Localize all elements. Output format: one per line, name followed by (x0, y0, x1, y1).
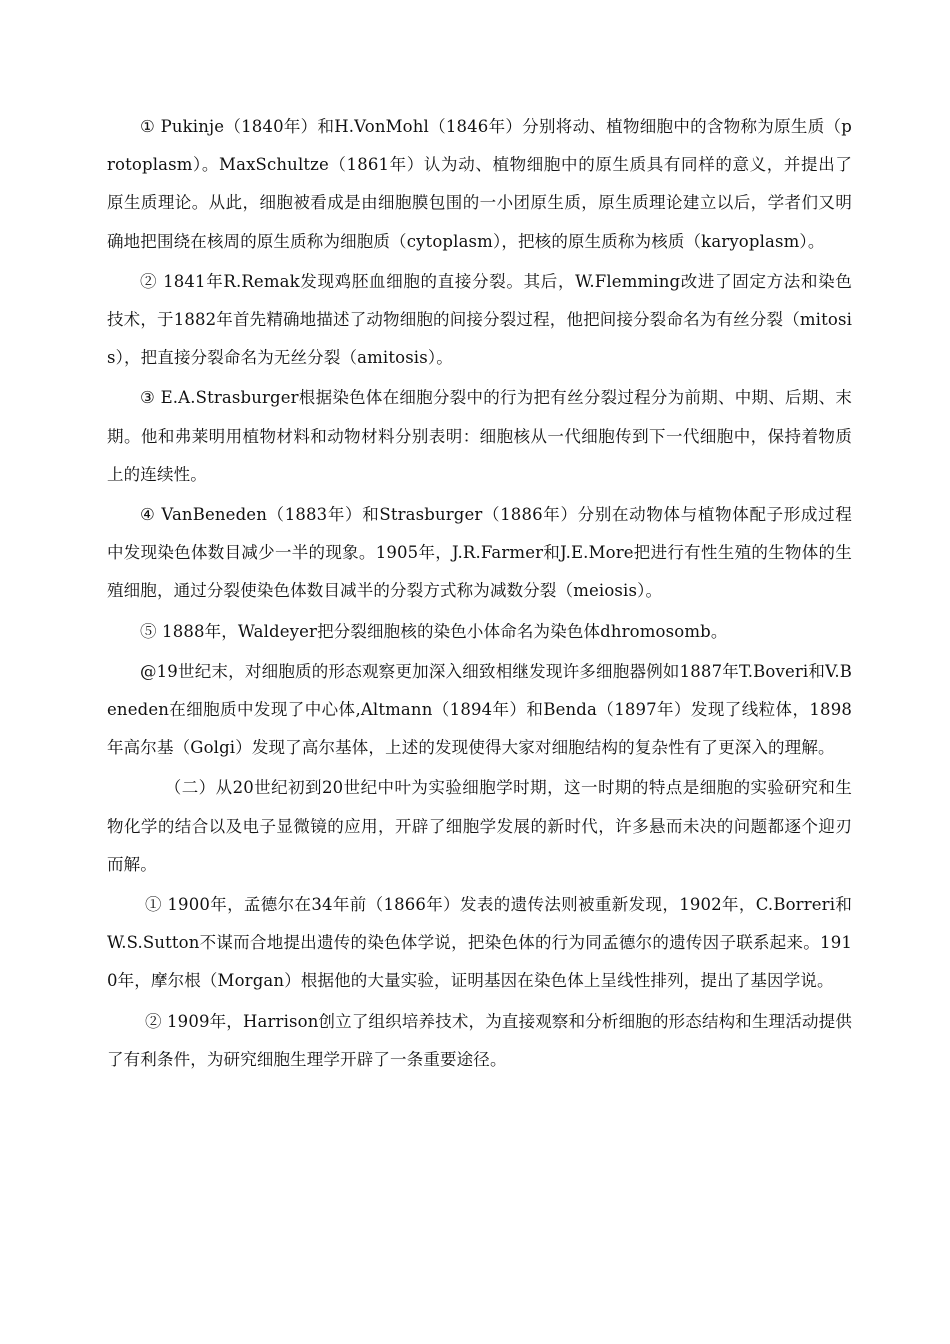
paragraph-protoplasm-theory: ① Pukinje（1840年）和H.VonMohl（1846年）分别将动、植物细胞中的含物称为原生质（protoplasm）。MaxSchultze（1861年）认为动、植物细胞中的原生质具有同样的意义，并提出了原生质理论。从此，细胞被看成是由细胞膜包围的一小团原生质，原生质理论建立以后，学者们又明确地把围绕在核周的原生质称为细胞质（cytoplasm），把核的原生质称为核质（karyoplasm）。 (107, 117, 852, 251)
paragraph-tissue-culture: ② 1909年，Harrison创立了组织培养技术，为直接观察和分析细胞的形态结构和生理活动提供了有利条件，为研究细胞生理学开辟了一条重要途径。 (107, 1011, 852, 1069)
document-body (107, 108, 852, 1081)
paragraph-experimental-cytology: （二）从20世纪初到20世纪中叶为实验细胞学时期，这一时期的特点是细胞的实验研究和生物化学的结合以及电子显微镜的应用，开辟了细胞学发展的新时代，许多悬而未决的问题都逐个迎刃而解。 (107, 778, 852, 874)
paragraph-meiosis: ④ VanBeneden（1883年）和Strasburger（1886年）分别在动物体与植物体配子形成过程中发现染色体数目减少一半的现象。1905年，J.R.Farmer和J.E.More把进行有性生殖的生物体的生殖细胞，通过分裂使染色体数目减半的分裂方式称为减数分裂（meiosis）。 (107, 505, 852, 601)
paragraph-mitosis-phases: ③ E.A.Strasburger根据染色体在细胞分裂中的行为把有丝分裂过程分为前期、中期、后期、末期。他和弗莱明用植物材料和动物材料分别表明：细胞核从一代细胞传到下一代细胞中，保持着物质上的连续性。 (107, 388, 852, 484)
paragraph-chromosome-theory: ① 1900年，孟德尔在34年前（1866年）发表的遗传法则被重新发现，1902年，C.Borreri和W.S.Sutton不谋而合地提出遗传的染色体学说，把染色体的行为同孟德尔的遗传因子联系起来。1910年，摩尔根（Morgan）根据他的大量实验，证明基因在染色体上呈线性排列，提出了基因学说。 (107, 895, 852, 991)
paragraph-cell-division: ② 1841年R.Remak发现鸡胚血细胞的直接分裂。其后，W.Flemming改进了固定方法和染色技术，于1882年首先精确地描述了动物细胞的间接分裂过程，他把间接分裂命名为有丝分裂（mitosis），把直接分裂命名为无丝分裂（amitosis）。 (107, 271, 852, 368)
paragraph-organelles: @19世纪末，对细胞质的形态观察更加深入细致相继发现许多细胞器例如1887年T.Boveri和V.Beneden在细胞质中发现了中心体,Altmann（1894年）和Benda（1897年）发现了线粒体，1898年高尔基（Golgi）发现了高尔基体，上述的发现使得大家对细胞结构的复杂性有了更深入的理解。 (107, 661, 852, 758)
paragraph-chromosome-naming: ⑤ 1888年，Waldeyer把分裂细胞核的染色小体命名为染色体dhromosomb。 (140, 621, 728, 641)
